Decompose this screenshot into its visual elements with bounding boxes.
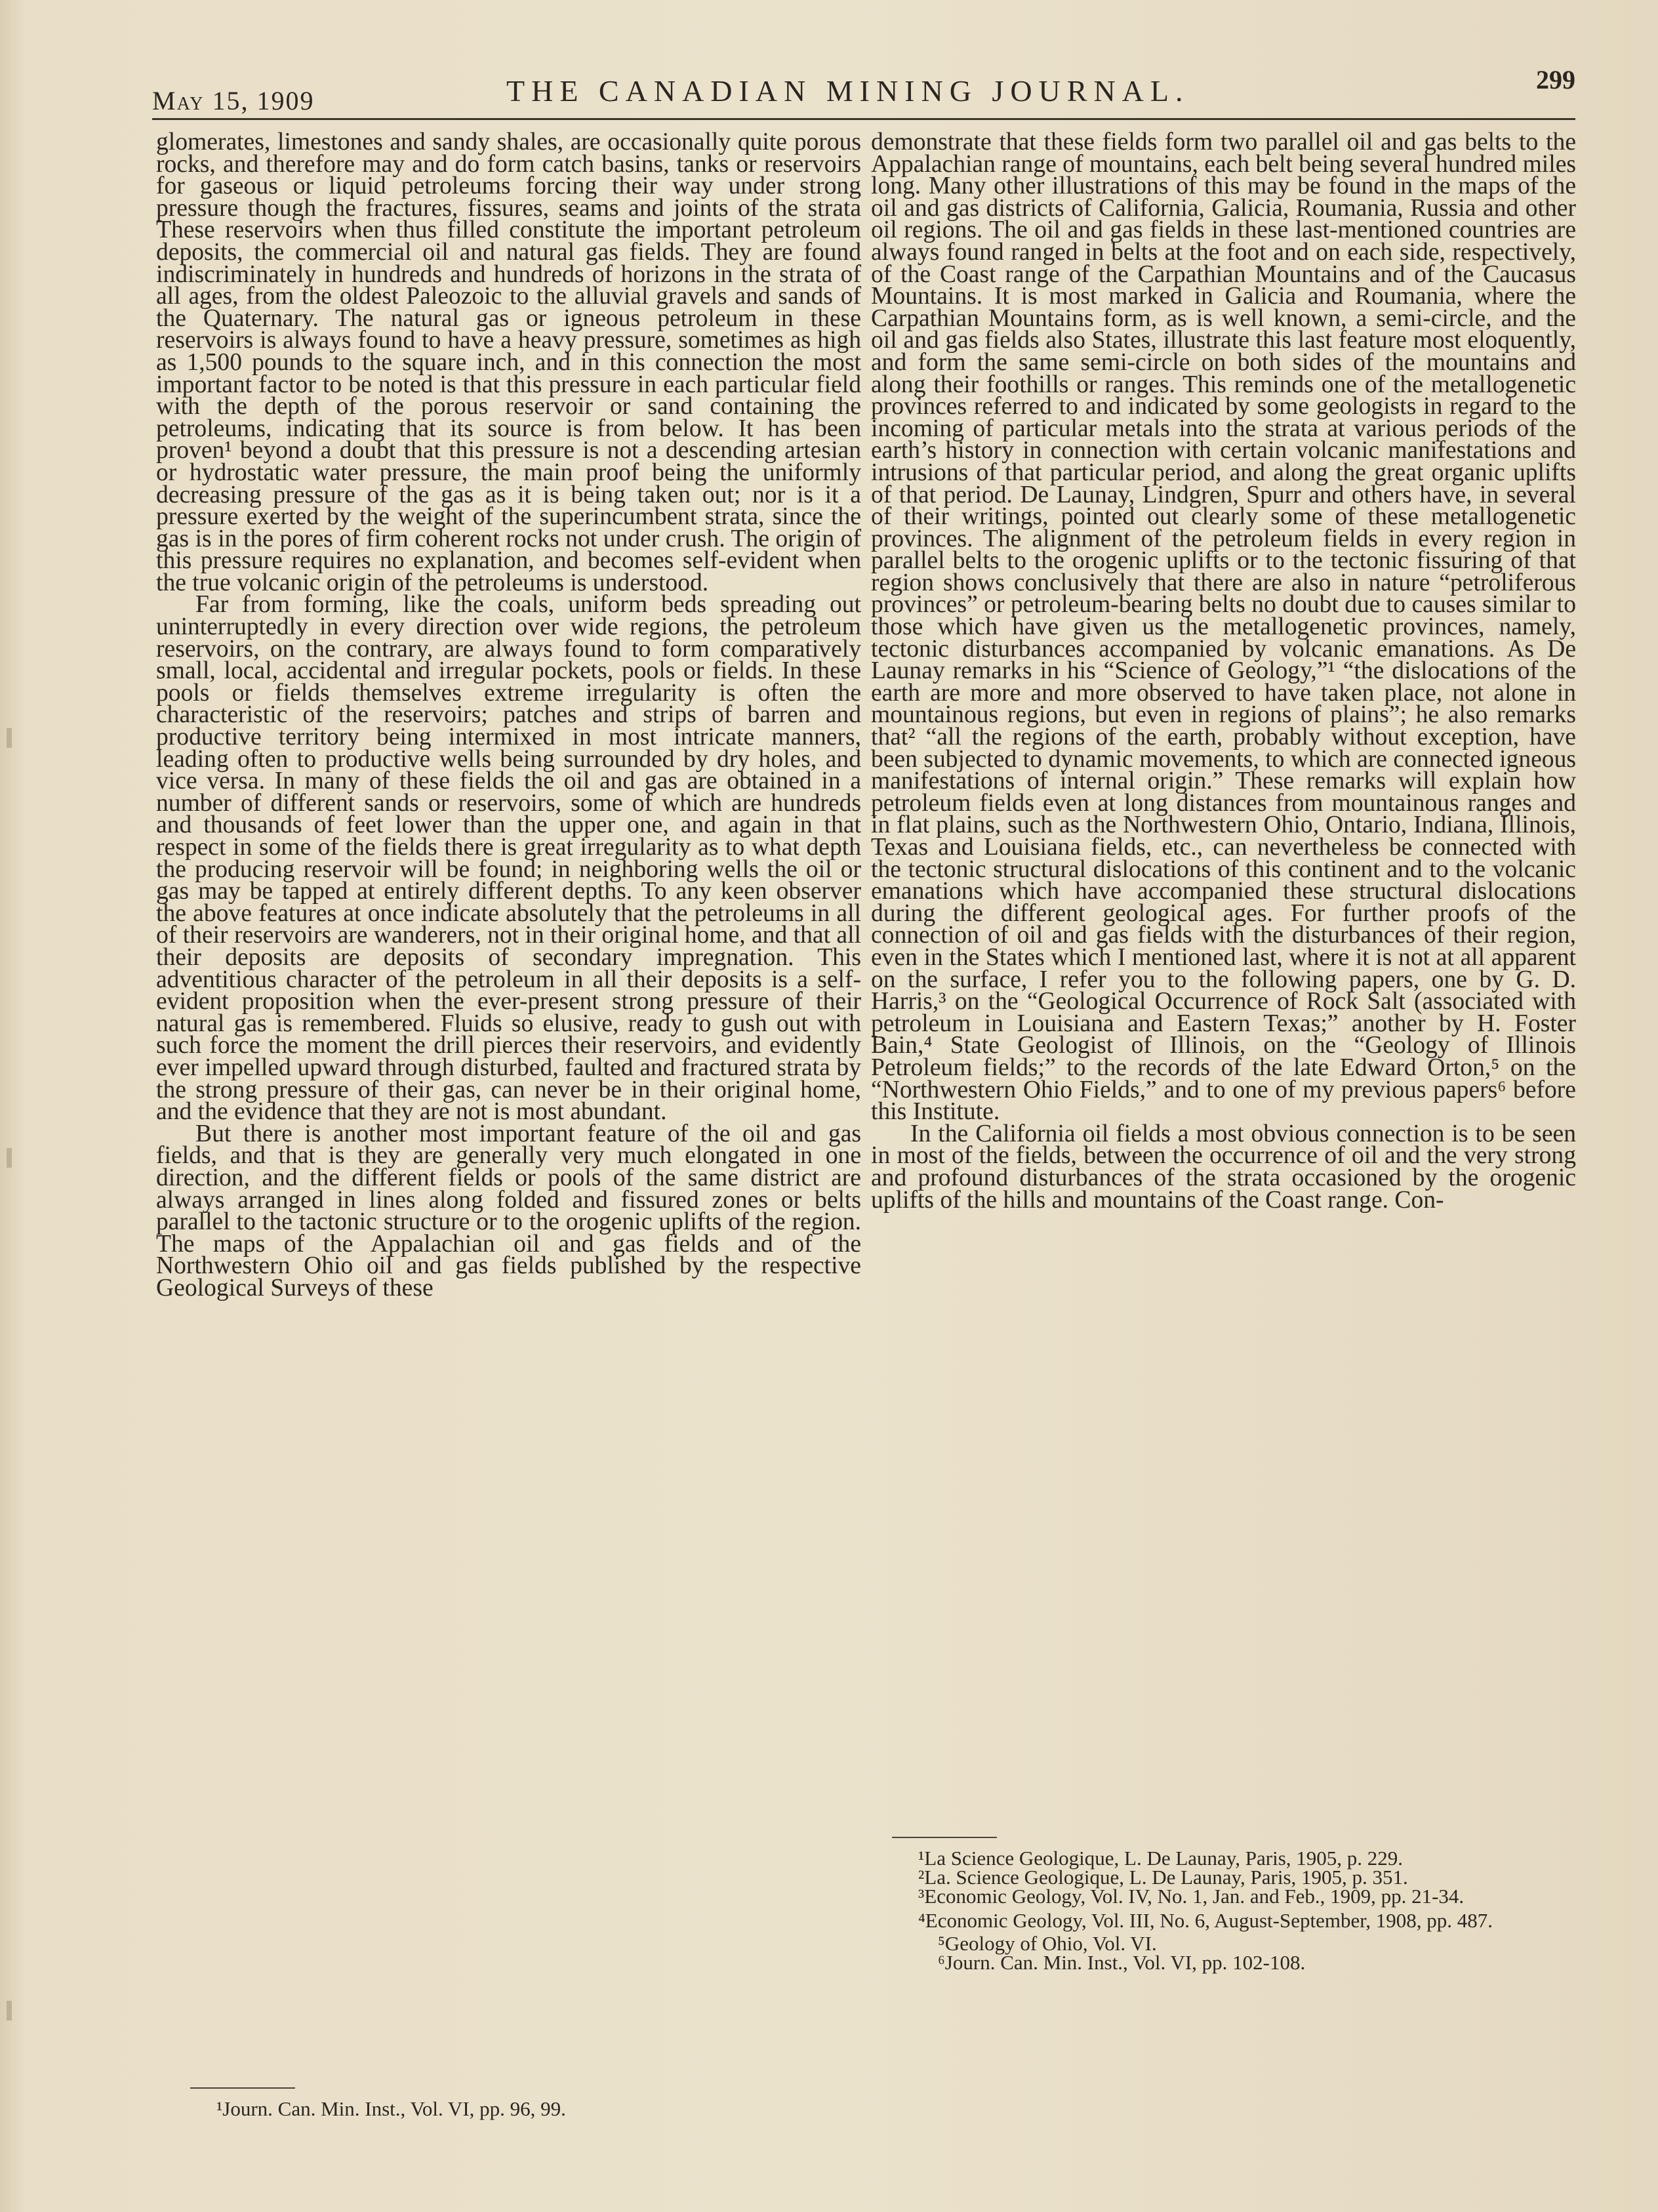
footnote: ²La. Science Geologique, L. De Launay, Paris, 1905, p. 351. — [918, 1866, 1408, 1889]
running-header — [152, 64, 1575, 117]
body-paragraph: glomerates, limestones and sandy shales, are occasionally quite porous rocks, and therefore may and do form catch basins, tanks or reservoirs for gaseous or liquid petroleums forcing their way under strong pressure though the fractures, fissures, seams and joints of the strata These reservoirs when thus filled constitute the important petroleum deposits, the commercial oil and natural gas fields. They are found indiscriminately in hundreds and hundreds of horizons in the strata of all ages, from the oldest Paleozoic to the alluvial gravels and sands of the Quaternary. The natural gas or igneous petroleum in these reservoirs is always found to have a heavy pressure, sometimes as high as 1,500 pounds to the square inch, and in this connection the most important factor to be noted is that this pressure in each particular field with the depth of the porous reservoir or sand containing the petroleums, indicating that its source is from below. It has been proven¹ beyond a doubt that this pressure is not a descending artesian or hydrostatic water pressure, the main proof being the uniformly decreasing pressure of the gas as it is being taken out; nor is it a pressure exerted by the weight of the superincumbent strata, since the gas is in the pores of firm coherent rocks not under crush. The origin of this pressure requires no explanation, and becomes self-evident when the true volcanic origin of the petroleums is understood. — [156, 129, 861, 596]
margin-mark — [7, 728, 12, 748]
footnote-rule-left — [190, 2087, 295, 2089]
body-paragraph: But there is another most important feature of the oil and gas fields, and that is they are generally very much elongated in one direction, and the different fields or pools of the same district are always arranged in lines along folded and fissured zones or belts parallel to the tactonic structure or to the orogenic uplifts of the region. The maps of the Appalachian oil and gas fields and of the Northwestern Ohio oil and gas fields published by the respective Geological Surveys of these — [156, 1120, 861, 1301]
footnote: ⁶Journ. Can. Min. Inst., Vol. VI, pp. 102-108. — [938, 1951, 1306, 1974]
footnote: ³Economic Geology, Vol. IV, No. 1, Jan. and Feb., 1909, pp. 21-34. — [918, 1885, 1465, 1908]
body-paragraph: demonstrate that these fields form two parallel oil and gas belts to the Appalachian range of mountains, each belt being several hundred miles long. Many other illustrations of this may be found in the maps of the oil and gas districts of California, Galicia, Roumania, Russia and other oil regions. The oil and gas fields in these last-mentioned countries are always found ranged in belts at the foot and on each side, respectively, of the Coast range of the Carpathian Mountains and of the Caucasus Mountains. It is most marked in Galicia and Roumania, where the Carpathian Mountains form, as is well known, a semi-circle, and the oil and gas fields also States, illustrate this last feature most eloquently, and form the same semi-circle on both sides of the mountains and along their foothills or ranges. This reminds one of the metallogenetic provinces referred to and indicated by some geologists in regard to the incoming of particular metals into the strata at various periods of the earth’s history in connection with certain volcanic manifestations and intrusions of that particular period, and along the great organic uplifts of that period. De Launay, Lindgren, Spurr and others have, in several of their writings, pointed out clearly some of these metallogenetic provinces. The alignment of the petroleum fields in every region in parallel belts to the orogenic uplifts or to the tectonic fissuring of that region shows conclusively that there are also in nature “petroliferous provinces” or petroleum-bearing belts no doubt due to causes similar to those which have given us the metallogenetic provinces, namely, tectonic disturbances accompanied by volcanic emanations. As De Launay remarks in his “Science of Geology,”¹ “the dislocations of the earth are more and more observed to have taken place, not alone in mountainous regions, but even in regions of plains”; he also remarks that² “all the regions of the earth, probably without exception, have been subjected to dynamic movements, to which are connected igneous manifestations of internal origin.” These remarks will explain how petroleum fields even at long distances from mountainous ranges and in flat plains, such as the Northwestern Ohio, Ontario, Indiana, Illinois, Texas and Louisiana fields, etc., can nevertheless be connected with the tectonic structural dislocations of this continent and to the volcanic emanations which have accompanied these structural dislocations during the different geological ages. For further proofs of the connection of oil and gas fields with the disturbances of their region, even in the States which I mentioned last, where it is not at all apparent on the surface, I refer you to the following papers, one by G. D. Harris,³ on the “Geological Occurrence of Rock Salt (associated with petroleum in Louisiana and Eastern Texas;” another by H. Foster Bain,⁴ State Geologist of Illinois, on the “Geology of Illinois Petroleum fields;” to the records of the late Edward Orton,⁵ on the “Northwestern Ohio Fields,” and to one of my previous papers⁶ before this Institute. — [871, 129, 1576, 1126]
body-paragraph: Far from forming, like the coals, uniform beds spreading out uninterruptedly in every direction over wide regions, the petroleum reservoirs, on the contrary, are always found to form comparatively small, local, accidental and irregular pockets, pools or fields. In these pools or fields themselves extreme irregularity is often the characteristic of the reservoirs; patches and strips of barren and productive territory being intermixed in most intricate manners, leading often to productive wells being surrounded by dry holes, and vice versa. In many of these fields the oil and gas are obtained in a number of different sands or reservoirs, some of which are hundreds and thousands of feet lower than the upper one, and again in that respect in some of the fields there is great irregularity as to what depth the producing reservoir will be found; in neighboring wells the oil or gas may be tapped at entirely different depths. To any keen observer the above features at once indicate absolutely that the petroleums in all of their reservoirs are wanderers, not in their original home, and that all their deposits are deposits of secondary impregnation. This adventitious character of the petroleum in all their deposits is a self-evident proposition when the ever-present strong pressure of their natural gas is remembered. Fluids so elusive, ready to gush out with such force the moment the drill pierces their reservoirs, and evidently ever impelled upward through disturbed, faulted and fractured strata by the strong pressure of their gas, can never be in their original home, and the evidence that they are not is most abundant. — [156, 591, 861, 1126]
header-rule — [152, 118, 1575, 120]
footnote-rule-right — [892, 1837, 997, 1838]
footnote: ¹La Science Geologique, L. De Launay, Paris, 1905, p. 229. — [918, 1847, 1404, 1870]
margin-mark — [7, 1148, 12, 1168]
footnote: ⁵Geology of Ohio, Vol. VI. — [938, 1932, 1157, 1955]
footnotes-left — [216, 2099, 846, 2118]
footnote: ⁴Economic Geology, Vol. III, No. 6, August-September, 1908, pp. 487. — [918, 1909, 1493, 1932]
left-column — [156, 131, 861, 1299]
footnote: ¹Journ. Can. Min. Inst., Vol. VI, pp. 96, 99. — [216, 2097, 566, 2120]
issue-date: May 15, 1909 — [152, 86, 315, 115]
margin-mark — [7, 2001, 12, 2020]
body-paragraph: In the California oil fields a most obvious connection is to be seen in most of the fields, between the occurrence of oil and the very strong and profound disturbances of the strata occasioned by the orogenic uplifts of the hills and mountains of the Coast range. Con- — [871, 1120, 1576, 1214]
right-column — [871, 129, 1576, 1214]
journal-title: THE CANADIAN MINING JOURNAL. — [506, 74, 1190, 108]
page-number: 299 — [1536, 65, 1575, 94]
footnotes-right — [882, 1849, 1574, 1972]
